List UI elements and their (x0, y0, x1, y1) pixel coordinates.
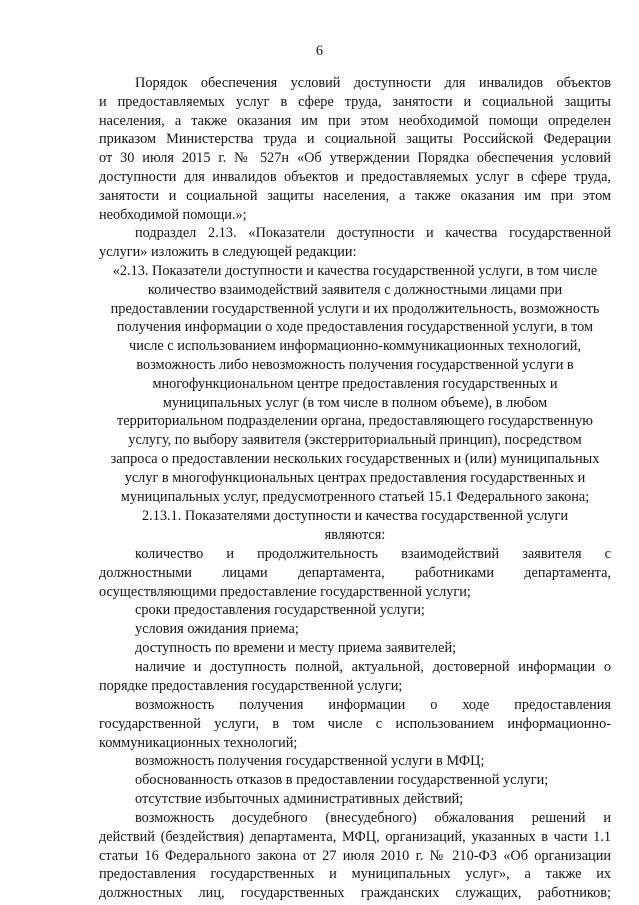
list-item-mfc (99, 752, 611, 771)
text-line: предоставления государственных и муниципальных услуг», а также их (99, 866, 611, 883)
paragraph-2-13-1 (99, 507, 611, 545)
text-line: возможность либо невозможность получения государственной услуги в (136, 356, 574, 373)
text-line: Порядок обеспечения условий доступности для инвалидов объектов (135, 75, 611, 91)
text-line: муниципальных услуг (в том числе в полном объеме), в любом (162, 394, 548, 411)
text-line: отсутствие избыточных административных действий; (135, 791, 464, 807)
list-item-availability (99, 639, 611, 658)
paragraph-quoted-2-13 (99, 262, 611, 506)
text-line: подраздел 2.13. «Показатели доступности и качества государственной (135, 225, 611, 241)
text-line: должностными лицами департамента, работниками департамента, (99, 564, 611, 581)
text-line: занятости и социальной защиты населения, а также оказания им при этом (99, 187, 611, 204)
text-line: территориальном подразделении органа, предоставляющего государственную (117, 413, 593, 430)
list-item-interactions (99, 545, 611, 601)
list-item-appeal (99, 809, 611, 903)
page-number: 6 (315, 43, 324, 59)
list-item-terms (99, 601, 611, 620)
text-line: осуществляющими предоставление государственной услуги; (99, 583, 471, 600)
text-line: от 30 июля 2015 г. № 527н «Об утверждении Порядка обеспечения условий (99, 150, 611, 167)
text-line: коммуникационных технологий; (99, 734, 298, 751)
text-line: сроки предоставления государственной услуги; (135, 602, 425, 618)
text-line: запроса о предоставлении нескольких государственных и (или) муниципальных (110, 450, 600, 467)
text-line: и предоставляемых услуг в сфере труда, занятости и социальной защиты (99, 93, 611, 110)
text-line: «2.13. Показатели доступности и качества государственной услуги, в том числе (112, 263, 598, 279)
text-line: приказом Министерства труда и социальной защиты Российской Федерации (99, 131, 611, 148)
text-line: многофункциональном центре предоставления государственных и (152, 375, 558, 392)
text-line: необходимой помощи.»; (99, 206, 247, 223)
text-line: 2.13.1. Показателями доступности и качества государственной услуги (141, 508, 569, 524)
text-line: возможность досудебного (внесудебного) обжалования решений и (135, 810, 611, 826)
paragraph-accessibility-order (99, 74, 611, 224)
text-line: обоснованность отказов в предоставлении государственной услуги; (135, 772, 549, 788)
text-line: доступность по времени и месту приема заявителей; (135, 640, 457, 656)
text-line: наличие и доступность полной, актуальной, достоверной информации о (135, 659, 611, 675)
paragraph-subsection-2-13 (99, 224, 611, 262)
list-item-information (99, 658, 611, 696)
list-item-refusals (99, 771, 611, 790)
text-line: действий (бездействия) департамента, МФЦ, организаций, указанных в части 1.1 (99, 828, 611, 845)
text-line: возможность получения информации о ходе предоставления (135, 697, 611, 713)
list-item-progress-info (99, 696, 611, 752)
text-line: муниципальных услуг, предусмотренного статьей 15.1 Федерального закона; (120, 488, 590, 505)
text-line: услугу, по выбору заявителя (экстерриториальный принцип), посредством (128, 432, 582, 449)
text-line: должностных лиц, государственных гражданских служащих, работников; (99, 885, 611, 902)
text-line: порядке предоставления государственной услуги; (99, 677, 403, 694)
text-line: доступности для инвалидов объектов и предоставляемых услуг в сфере труда, (99, 168, 611, 185)
text-line: количество и продолжительность взаимодействий заявителя с (135, 546, 611, 562)
text-line: количество взаимодействий заявителя с должностными лицами при (147, 281, 563, 298)
text-line: получения информации о ходе предоставления государственной услуги, в том (116, 319, 594, 336)
list-item-waiting (99, 620, 611, 639)
text-line: услуг в многофункциональных центрах предоставления государственных и (124, 469, 586, 486)
text-line: являются: (324, 526, 386, 543)
text-line: числе с использованием информационно-коммуникационных технологий, (129, 338, 581, 355)
list-item-no-excess-actions (99, 790, 611, 809)
text-line: предоставлении государственной услуги и их продолжительность, возможность (110, 300, 600, 317)
text-line: условия ожидания приема; (135, 621, 299, 637)
text-line: населения, а также оказания им при этом необходимой помощи определен (99, 112, 611, 129)
text-line: государственной услуги, в том числе с использованием информационно- (99, 715, 611, 732)
text-line: статьи 16 Федерального закона от 27 июля 2010 г. № 210-ФЗ «Об организации (99, 847, 611, 864)
text-line: возможность получения государственной услуги в МФЦ; (135, 753, 485, 769)
text-line: услуги» изложить в следующей редакции: (99, 243, 357, 260)
